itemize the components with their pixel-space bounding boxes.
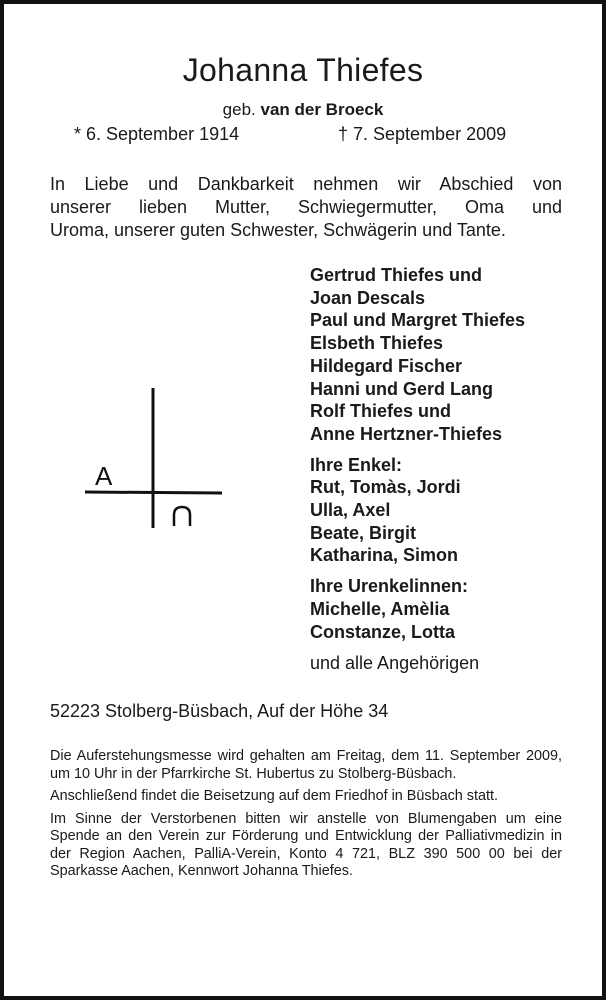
great-grandchild-name: Michelle, Amèlia [310, 598, 450, 619]
great-grandchildren-heading: Ihre Urenkelinnen: [310, 576, 469, 597]
intro-text [50, 173, 562, 242]
birth-name-value: van der Broeck [260, 100, 384, 119]
mourner-name: Paul und Margret Thiefes [310, 310, 526, 331]
mass-info: Die Auferstehungsmesse wird gehalten am Freitag, dem 11. September 2009, um 10 Uhr in der Pfarrkirche St. Hubertus zu Stolberg-Büsbach. [50, 748, 562, 782]
birth-name-prefix: geb. [222, 100, 256, 119]
mourner-name: Hildegard Fischer [310, 355, 463, 376]
death-date: † 7. September 2009 [338, 124, 507, 144]
mourner-name: Elsbeth Thiefes [310, 333, 444, 354]
intro-line: Uroma, unserer guten Schwester, Schwägerin und Tante. [50, 220, 506, 240]
birth-name [4, 100, 602, 120]
great-grandchild-name: Constanze, Lotta [310, 621, 456, 642]
funeral-details [50, 748, 562, 886]
alpha-omega-cross-icon [82, 384, 227, 539]
family-address: 52223 Stolberg-Büsbach, Auf der Höhe 34 [50, 701, 389, 721]
mourner-name: Joan Descals [310, 287, 426, 308]
grandchild-name: Ulla, Axel [310, 500, 391, 521]
grandchild-name: Rut, Tomàs, Jordi [310, 477, 461, 498]
mourner-name: Rolf Thiefes und [310, 401, 451, 422]
grandchild-name: Katharina, Simon [310, 545, 459, 566]
alpha-symbol: A [95, 461, 113, 491]
donation-info: Im Sinne der Verstorbenen bitten wir anstelle von Blumengaben um eine Spende an den Verein zur Förderung und Entwicklung der Palliativmedizin in der Region Aachen, PalliA-Verein, Konto 4 721, BLZ 390 500 00 bei der Sparkasse Aachen, Kennwort Johanna Thiefes. [50, 810, 562, 879]
mourner-name: Gertrud Thiefes und [310, 265, 483, 285]
relatives-line: und alle Angehörigen [310, 653, 480, 674]
birth-date: * 6. September 1914 [74, 124, 240, 144]
mourners-list [310, 264, 580, 674]
burial-info: Anschließend findet die Beisetzung auf dem Friedhof in Büsbach statt. [50, 788, 498, 804]
intro-line: In Liebe und Dankbarkeit nehmen wir Abschied von [50, 174, 562, 194]
mourner-name: Hanni und Gerd Lang [310, 378, 493, 399]
mourner-name: Anne Hertzner-Thiefes [310, 423, 503, 444]
deceased-name: Johanna Thiefes [182, 52, 424, 88]
grandchild-name: Beate, Birgit [310, 522, 417, 543]
grandchildren-heading: Ihre Enkel: [310, 454, 403, 475]
intro-line: unserer lieben Mutter, Schwiegermutter, Oma und [50, 197, 562, 217]
